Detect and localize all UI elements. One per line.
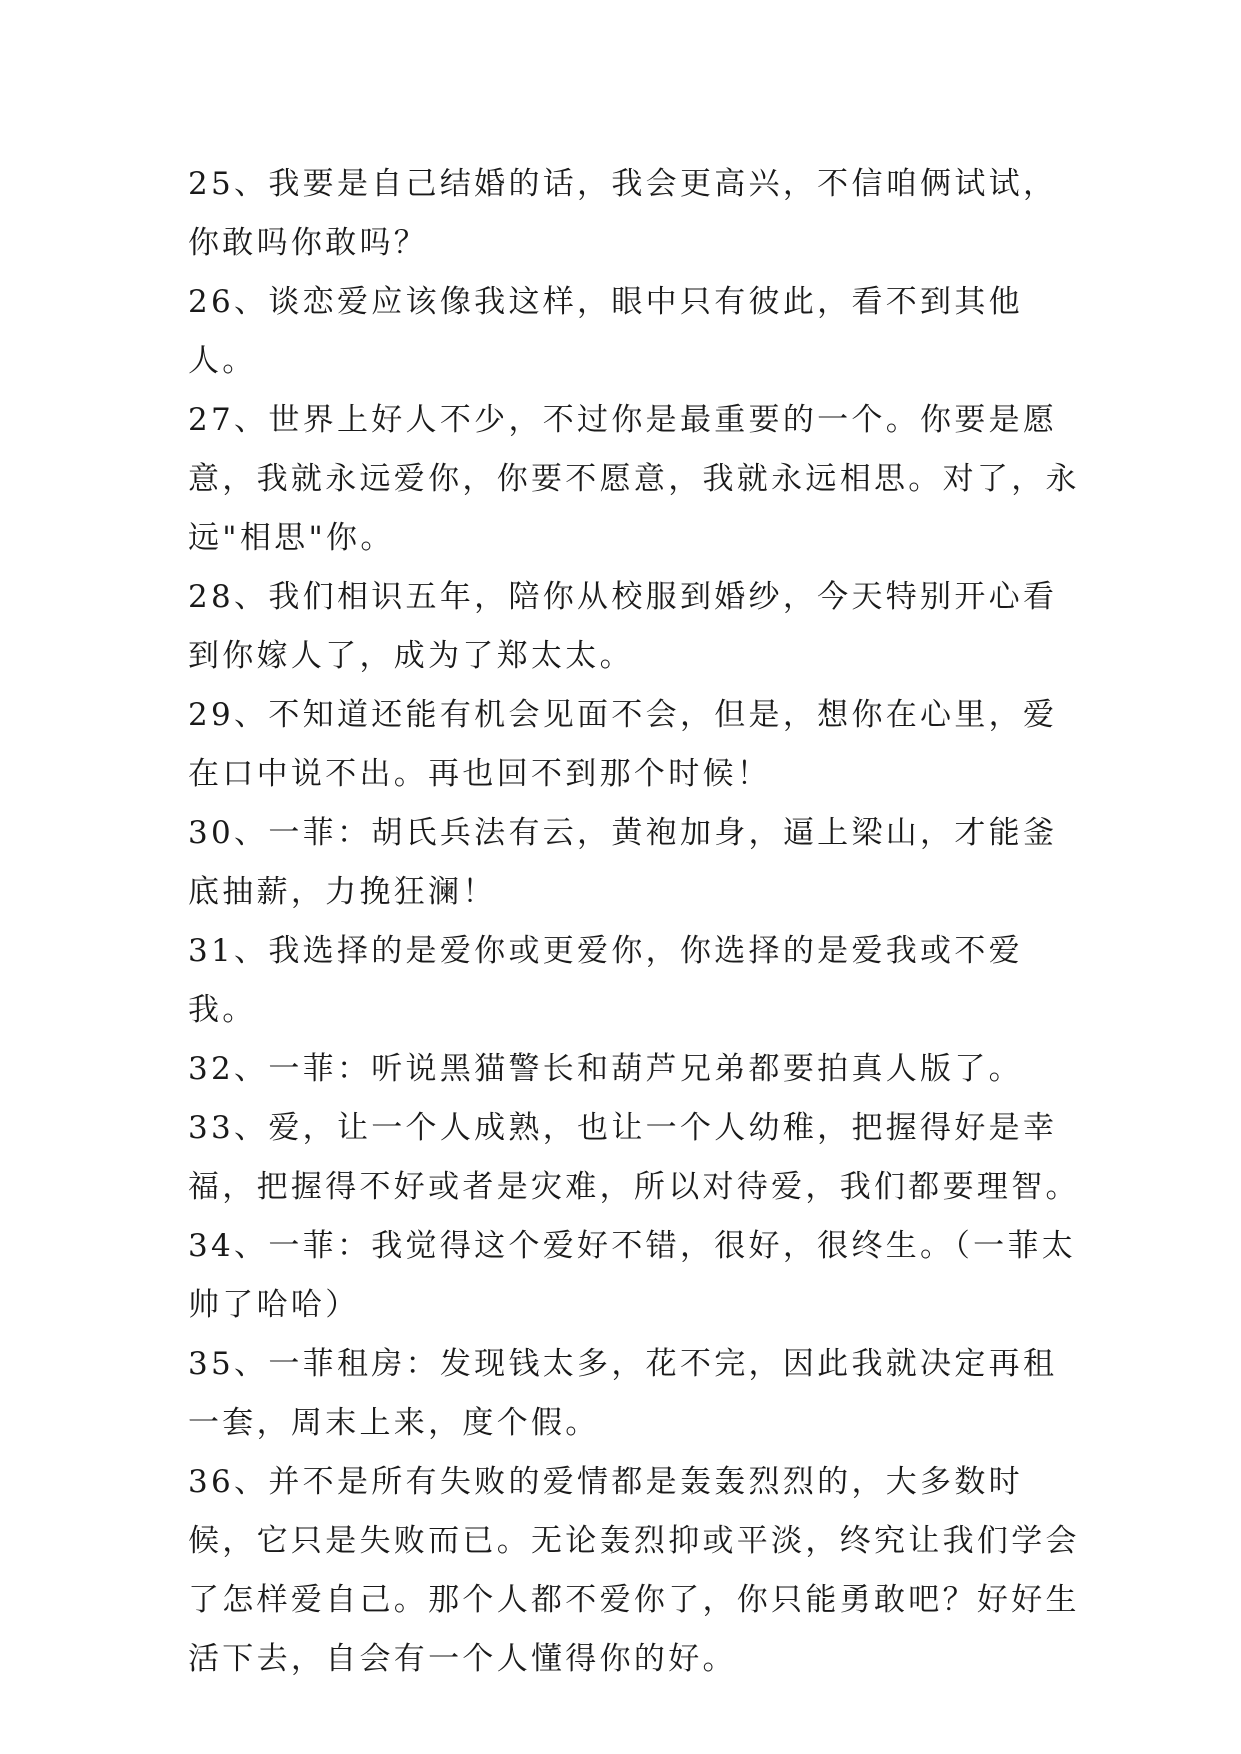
paragraph-33: 33、爱，让一个人成熟，也让一个人幼稚，把握得好是幸福，把握得不好或者是灾难，所以对待爱，我们都要理智。 [188,1110,1080,1205]
paragraph-26: 26、谈恋爱应该像我这样，眼中只有彼此，看不到其他人。 [188,284,1023,379]
paragraph-30: 30、一菲：胡氏兵法有云，黄袍加身，逼上梁山，才能釜底抽薪，力挽狂澜！ [188,815,1058,910]
paragraph-32: 32、一菲：听说黑猫警长和葫芦兄弟都要拍真人版了。 [188,1051,1023,1087]
paragraph-34: 34、一菲：我觉得这个爱好不错，很好，很终生。（一菲太帅了哈哈） [188,1228,1077,1323]
paragraph-36: 36、并不是所有失败的爱情都是轰轰烈烈的，大多数时候，它只是失败而已。无论轰烈抑或平淡，终究让我们学会了怎样爱自己。那个人都不爱你了，你只能勇敢吧？好好生活下去，自会有一个人懂得你的好。 [188,1464,1080,1677]
paragraph-35: 35、一菲租房：发现钱太多，花不完，因此我就决定再租一套，周末上来，度个假。 [188,1346,1058,1441]
paragraph-25: 25、我要是自己结婚的话，我会更高兴，不信咱俩试试，你敢吗你敢吗？ [188,166,1058,261]
paragraph-31: 31、我选择的是爱你或更爱你，你选择的是爱我或不爱我。 [188,933,1023,1028]
document-body [188,155,1088,1689]
paragraph-27: 27、世界上好人不少，不过你是最重要的一个。你要是愿意，我就永远爱你，你要不愿意，我就永远相思。对了，永远"相思"你。 [188,402,1080,556]
paragraph-29: 29、不知道还能有机会见面不会，但是，想你在心里，爱在口中说不出。再也回不到那个时候！ [188,697,1058,792]
paragraph-28: 28、我们相识五年，陪你从校服到婚纱，今天特别开心看到你嫁人了，成为了郑太太。 [188,579,1058,674]
